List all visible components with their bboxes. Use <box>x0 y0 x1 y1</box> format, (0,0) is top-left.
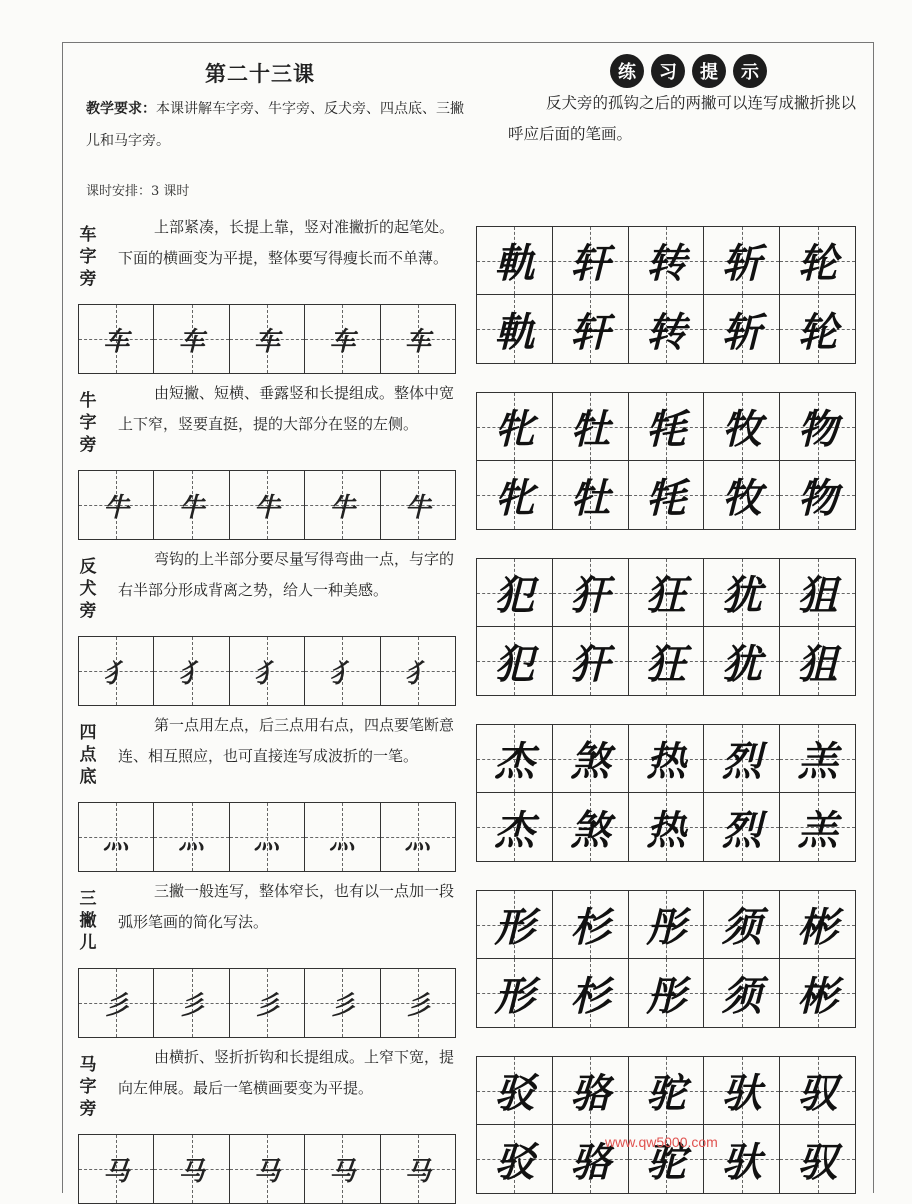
grid-cell <box>553 295 629 363</box>
radical-glyph: 马 <box>103 1156 130 1187</box>
example-row <box>477 227 855 295</box>
grid-cell <box>381 305 455 373</box>
example-character: 牧 <box>721 406 762 453</box>
grid-cell <box>154 803 229 871</box>
grid-cell <box>629 725 705 792</box>
example-character: 转 <box>645 308 686 356</box>
example-character: 热 <box>645 738 686 785</box>
grid-cell <box>477 725 553 792</box>
grid-cell <box>629 461 705 529</box>
example-row <box>477 295 855 363</box>
grid-cell <box>79 803 154 871</box>
grid-cell <box>629 627 705 695</box>
example-character: 軌 <box>494 240 535 287</box>
section-description: 由短撇、短横、垂露竖和长提组成。整体中宽上下窄，竖要直挺，提的大部分在竖的左侧。 <box>118 384 455 433</box>
radical-glyph: 马 <box>254 1156 281 1187</box>
example-row <box>477 393 855 461</box>
example-character: 驳 <box>494 1070 535 1117</box>
grid-cell <box>553 891 629 958</box>
grid-cell <box>553 1057 629 1124</box>
example-character: 犹 <box>721 640 762 688</box>
grid-cell <box>704 959 780 1027</box>
grid-cell <box>553 393 629 460</box>
grid-cell <box>154 1135 229 1203</box>
example-character: 煞 <box>570 806 611 854</box>
radical-glyph: 彡 <box>404 990 431 1021</box>
example-row <box>477 793 855 861</box>
grid-cell <box>704 793 780 861</box>
example-row <box>477 959 855 1027</box>
radical-practice-grid <box>78 1134 456 1204</box>
example-character: 牦 <box>645 474 686 522</box>
example-character: 热 <box>645 806 686 854</box>
section-label: 三撇儿 <box>79 889 97 953</box>
grid-cell <box>381 803 455 871</box>
grid-cell <box>780 227 855 294</box>
section-description: 弯钩的上半部分要尽量写得弯曲一点，与字的右半部分形成背离之势，给人一种美感。 <box>118 550 455 599</box>
example-character: 须 <box>721 904 762 951</box>
grid-cell <box>704 725 780 792</box>
grid-cell <box>230 471 305 539</box>
radical-glyph: 车 <box>178 326 205 357</box>
grid-cell <box>553 627 629 695</box>
example-char-grid <box>476 392 856 530</box>
example-char-grid <box>476 890 856 1028</box>
example-character: 形 <box>494 972 535 1020</box>
example-character: 煞 <box>570 738 611 785</box>
radical-glyph: 犭 <box>178 658 205 689</box>
grid-cell <box>780 627 855 695</box>
section-description: 三撇一般连写，整体窄长，也有以一点加一段弧形笔画的简化写法。 <box>118 882 455 931</box>
radical-practice-grid <box>78 636 456 706</box>
grid-cell <box>477 627 553 695</box>
section-description: 上部紧凑，长提上靠，竖对准撇折的起笔处。下面的横画变为平提，整体要写得瘦长而不单薄。 <box>118 218 455 267</box>
example-row <box>477 627 855 695</box>
grid-cell <box>629 1057 705 1124</box>
example-character: 转 <box>645 240 686 287</box>
radical-glyph: 犭 <box>103 658 130 689</box>
grid-cell <box>780 295 855 363</box>
example-character: 骆 <box>570 1138 611 1186</box>
example-character: 羔 <box>797 806 838 854</box>
grid-cell <box>154 305 229 373</box>
grid-cell <box>780 559 855 626</box>
example-character: 轩 <box>570 308 611 356</box>
grid-cell <box>780 461 855 529</box>
grid-cell <box>629 891 705 958</box>
example-character: 杉 <box>570 972 611 1020</box>
section-label: 牛字旁 <box>79 391 97 455</box>
practice-tips-badges <box>610 54 767 88</box>
grid-cell <box>79 637 154 705</box>
example-character: 羔 <box>797 738 838 785</box>
example-character: 彤 <box>645 904 686 951</box>
radical-glyph: 牛 <box>404 492 431 523</box>
grid-cell <box>79 471 154 539</box>
example-character: 轮 <box>797 308 838 356</box>
radical-practice-grid <box>78 802 456 872</box>
example-character: 须 <box>721 972 762 1020</box>
radical-glyph: 灬 <box>178 824 205 855</box>
grid-cell <box>704 1057 780 1124</box>
radical-glyph: 灬 <box>404 824 431 855</box>
example-character: 犴 <box>570 640 611 688</box>
example-character: 驼 <box>645 1138 686 1186</box>
grid-cell <box>780 793 855 861</box>
example-character: 牡 <box>570 406 611 453</box>
grid-cell <box>629 959 705 1027</box>
radical-glyph: 牛 <box>329 492 356 523</box>
example-character: 狙 <box>797 572 838 619</box>
grid-cell <box>154 969 229 1037</box>
grid-cell <box>704 891 780 958</box>
example-character: 犴 <box>570 572 611 619</box>
example-character: 軌 <box>494 308 535 356</box>
grid-cell <box>230 803 305 871</box>
example-character: 彬 <box>797 904 838 951</box>
grid-cell <box>79 305 154 373</box>
section-description: 由横折、竖折折钩和长提组成。上窄下宽，提向左伸展。最后一笔横画要变为平提。 <box>118 1048 455 1097</box>
radical-glyph: 车 <box>103 326 130 357</box>
grid-cell <box>780 393 855 460</box>
grid-cell <box>477 227 553 294</box>
example-character: 杉 <box>570 904 611 951</box>
grid-cell <box>629 393 705 460</box>
grid-cell <box>305 969 380 1037</box>
class-hours: 课时安排：3 课时 <box>86 184 190 199</box>
grid-cell <box>704 393 780 460</box>
example-character: 物 <box>797 474 838 522</box>
example-character: 牝 <box>494 474 535 522</box>
watermark: www.qw5000.com <box>605 1134 718 1150</box>
section-description: 第一点用左点，后三点用右点，四点要笔断意连、相互照应，也可直接连写成波折的一笔。 <box>118 716 455 765</box>
example-row <box>477 559 855 627</box>
radical-glyph: 车 <box>404 326 431 357</box>
radical-glyph: 彡 <box>178 990 205 1021</box>
section-label: 四点底 <box>79 723 97 787</box>
grid-cell <box>79 969 154 1037</box>
grid-cell <box>704 227 780 294</box>
example-character: 牡 <box>570 474 611 522</box>
section-label: 马字旁 <box>79 1055 97 1119</box>
grid-cell <box>381 1135 455 1203</box>
example-row <box>477 891 855 959</box>
section-label: 反犬旁 <box>79 557 97 621</box>
example-character: 驭 <box>797 1070 838 1117</box>
grid-cell <box>477 959 553 1027</box>
tip-badge: 示 <box>733 54 767 88</box>
radical-glyph: 彡 <box>329 990 356 1021</box>
grid-cell <box>553 725 629 792</box>
grid-cell <box>477 793 553 861</box>
grid-cell <box>154 471 229 539</box>
radical-glyph: 牛 <box>254 492 281 523</box>
grid-cell <box>230 305 305 373</box>
requirement-label: 教学要求： <box>86 101 156 117</box>
grid-cell <box>381 969 455 1037</box>
grid-cell <box>305 803 380 871</box>
example-character: 狂 <box>645 640 686 688</box>
example-character: 斩 <box>721 308 762 356</box>
grid-cell <box>230 969 305 1037</box>
grid-cell <box>230 1135 305 1203</box>
example-char-grid <box>476 724 856 862</box>
radical-glyph: 车 <box>329 326 356 357</box>
grid-cell <box>305 1135 380 1203</box>
grid-cell <box>381 471 455 539</box>
grid-cell <box>553 461 629 529</box>
example-character: 驭 <box>797 1138 838 1186</box>
radical-practice-grid <box>78 304 456 374</box>
grid-cell <box>154 637 229 705</box>
example-character: 驳 <box>494 1138 535 1186</box>
grid-cell <box>79 1135 154 1203</box>
example-character: 烈 <box>721 806 762 854</box>
example-character: 杰 <box>494 806 535 854</box>
example-row <box>477 1057 855 1125</box>
example-character: 牦 <box>645 406 686 453</box>
grid-cell <box>553 793 629 861</box>
grid-cell <box>780 1125 855 1193</box>
example-character: 杰 <box>494 738 535 785</box>
radical-glyph: 车 <box>254 326 281 357</box>
grid-cell <box>230 637 305 705</box>
teaching-requirement <box>86 93 466 157</box>
radical-glyph: 马 <box>329 1156 356 1187</box>
radical-glyph: 犭 <box>329 658 356 689</box>
radical-glyph: 灬 <box>103 824 130 855</box>
grid-cell <box>780 959 855 1027</box>
example-char-grid <box>476 1056 856 1194</box>
example-character: 牧 <box>721 474 762 522</box>
radical-glyph: 灬 <box>254 824 281 855</box>
radical-glyph: 犭 <box>404 658 431 689</box>
grid-cell <box>629 295 705 363</box>
radical-practice-grid <box>78 968 456 1038</box>
example-row <box>477 725 855 793</box>
example-character: 轩 <box>570 240 611 287</box>
lesson-title: 第二十三课 <box>205 61 315 86</box>
radical-glyph: 彡 <box>254 990 281 1021</box>
example-character: 牝 <box>494 406 535 453</box>
example-character: 犯 <box>494 640 535 688</box>
radical-glyph: 犭 <box>254 658 281 689</box>
example-character: 彤 <box>645 972 686 1020</box>
grid-cell <box>477 461 553 529</box>
tip-badge: 习 <box>651 54 685 88</box>
grid-cell <box>477 1057 553 1124</box>
grid-cell <box>305 305 380 373</box>
example-character: 驮 <box>721 1138 762 1186</box>
radical-glyph: 灬 <box>329 824 356 855</box>
grid-cell <box>305 471 380 539</box>
grid-cell <box>553 559 629 626</box>
example-row <box>477 461 855 529</box>
tip-badge: 提 <box>692 54 726 88</box>
example-character: 轮 <box>797 240 838 287</box>
grid-cell <box>553 227 629 294</box>
example-character: 物 <box>797 406 838 453</box>
tip-badge: 练 <box>610 54 644 88</box>
requirement-text: 本课讲解车字旁、牛字旁、反犬旁、四点底、三撇儿和马字旁。 <box>86 101 464 149</box>
grid-cell <box>477 1125 553 1193</box>
example-character: 驮 <box>721 1070 762 1117</box>
grid-cell <box>780 891 855 958</box>
example-character: 驼 <box>645 1070 686 1117</box>
grid-cell <box>704 559 780 626</box>
example-character: 骆 <box>570 1070 611 1117</box>
section-label: 车字旁 <box>79 225 97 289</box>
grid-cell <box>780 725 855 792</box>
grid-cell <box>477 559 553 626</box>
grid-cell <box>704 461 780 529</box>
example-character: 形 <box>494 904 535 951</box>
grid-cell <box>780 1057 855 1124</box>
example-character: 彬 <box>797 972 838 1020</box>
example-character: 犯 <box>494 572 535 619</box>
grid-cell <box>477 295 553 363</box>
radical-glyph: 马 <box>404 1156 431 1187</box>
practice-tips-text: 反犬旁的孤钩之后的两撇可以连写成撇折挑以呼应后面的笔画。 <box>508 94 857 143</box>
grid-cell <box>553 959 629 1027</box>
grid-cell <box>381 637 455 705</box>
example-char-grid <box>476 558 856 696</box>
radical-glyph: 牛 <box>103 492 130 523</box>
example-character: 犹 <box>721 572 762 619</box>
radical-practice-grid <box>78 470 456 540</box>
radical-glyph: 马 <box>178 1156 205 1187</box>
radical-glyph: 牛 <box>178 492 205 523</box>
grid-cell <box>477 393 553 460</box>
example-character: 狙 <box>797 640 838 688</box>
radical-glyph: 彡 <box>103 990 130 1021</box>
grid-cell <box>629 227 705 294</box>
grid-cell <box>477 891 553 958</box>
example-character: 斩 <box>721 240 762 287</box>
example-character: 烈 <box>721 738 762 785</box>
grid-cell <box>629 559 705 626</box>
grid-cell <box>305 637 380 705</box>
grid-cell <box>704 627 780 695</box>
grid-cell <box>704 295 780 363</box>
example-character: 狂 <box>645 572 686 619</box>
grid-cell <box>629 793 705 861</box>
example-char-grid <box>476 226 856 364</box>
